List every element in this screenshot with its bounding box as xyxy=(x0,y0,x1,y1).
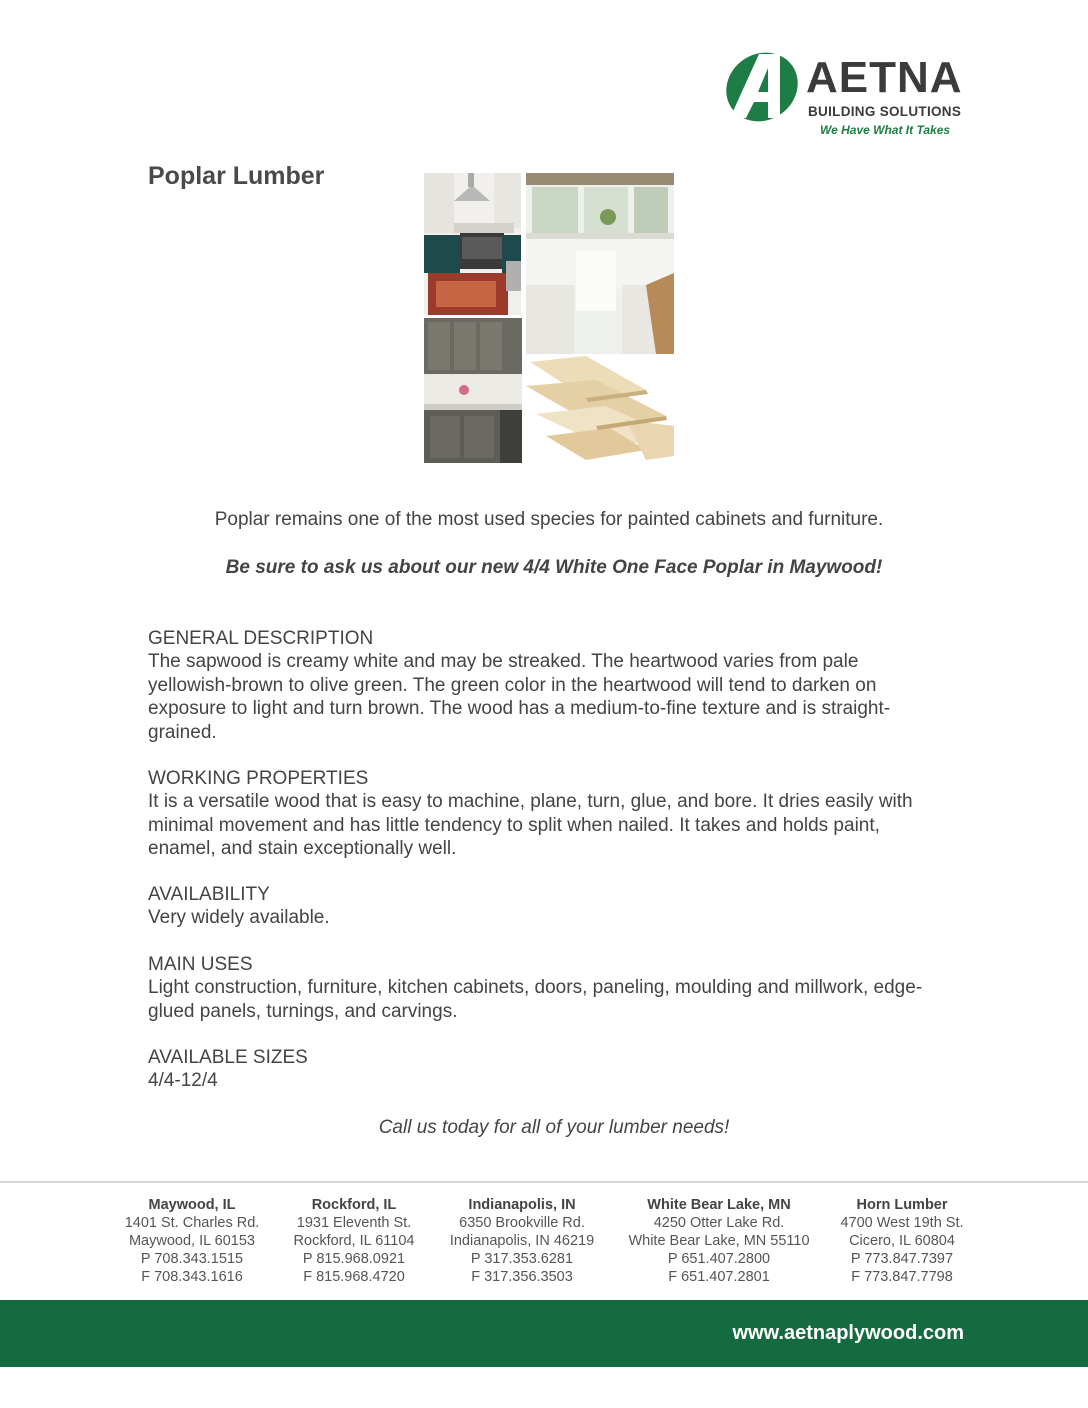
poplar-boards-photo xyxy=(526,356,674,463)
location-horn-lumber xyxy=(840,1196,963,1286)
page-title: Poplar Lumber xyxy=(148,162,325,190)
location-white-bear-lake xyxy=(628,1196,809,1286)
aetna-logo-mark-icon xyxy=(724,52,806,122)
section-heading: AVAILABLE SIZES xyxy=(148,1047,308,1068)
location-citystate: Rockford, IL 61104 xyxy=(293,1233,415,1249)
call-to-action: Call us today for all of your lumber needs! xyxy=(378,1117,730,1138)
section-availability xyxy=(148,883,968,930)
location-fax: F 317.356.3503 xyxy=(471,1269,573,1285)
location-citystate: Cicero, IL 60804 xyxy=(849,1233,955,1249)
section-body: It is a versatile wood that is easy to machine, plane, turn, glue, and bore. It dries easily with minimal movement and has little tendency to split when nailed. It takes and holds paint, enamel, and stain exceptionally well. xyxy=(148,791,913,860)
aetna-logo xyxy=(724,52,974,142)
section-available-sizes xyxy=(148,1046,968,1093)
section-heading: GENERAL DESCRIPTION xyxy=(148,628,374,649)
location-phone: P 815.968.0921 xyxy=(302,1251,406,1267)
location-street: 1931 Eleventh St. xyxy=(296,1215,412,1231)
location-city: White Bear Lake, MN xyxy=(647,1197,791,1213)
location-citystate: Maywood, IL 60153 xyxy=(128,1233,256,1249)
logo-tagline: We Have What It Takes xyxy=(820,123,951,137)
location-fax: F 815.968.4720 xyxy=(303,1269,405,1285)
location-city: Rockford, IL xyxy=(311,1197,397,1213)
section-heading: MAIN USES xyxy=(148,954,253,975)
location-street: 4700 West 19th St. xyxy=(840,1215,964,1231)
kitchen-photo-gray-cabinets xyxy=(424,318,522,463)
location-citystate: White Bear Lake, MN 55110 xyxy=(628,1233,810,1249)
section-body: Very widely available. xyxy=(148,907,330,929)
website-link[interactable]: www.aetnaplywood.com xyxy=(732,1322,964,1344)
section-working-properties xyxy=(148,767,968,861)
location-city: Indianapolis, IN xyxy=(468,1197,576,1213)
location-street: 6350 Brookville Rd. xyxy=(459,1215,585,1231)
footer-divider xyxy=(0,1181,1088,1183)
location-street: 1401 St. Charles Rd. xyxy=(124,1215,260,1231)
location-rockford xyxy=(294,1196,415,1286)
location-fax: F 773.847.7798 xyxy=(851,1269,953,1285)
kitchen-photo-green-cabinets xyxy=(424,173,521,315)
section-heading: WORKING PROPERTIES xyxy=(148,768,369,789)
kitchen-photo-white-sink xyxy=(526,173,674,354)
promo-text: Be sure to ask us about our new 4/4 White One Face Poplar in Maywood! xyxy=(225,557,883,578)
section-body: Light construction, furniture, kitchen cabinets, doors, paneling, moulding and millwork, edge- glued panels, turnings, and carvings. xyxy=(148,977,923,1022)
location-citystate: Indianapolis, IN 46219 xyxy=(449,1233,595,1249)
location-maywood xyxy=(125,1196,260,1286)
section-heading: AVAILABILITY xyxy=(148,884,270,905)
location-phone: P 317.353.6281 xyxy=(470,1251,574,1267)
location-fax: F 708.343.1616 xyxy=(141,1269,243,1285)
location-phone: P 708.343.1515 xyxy=(140,1251,244,1267)
location-phone: P 773.847.7397 xyxy=(850,1251,954,1267)
logo-subtitle: BUILDING SOLUTIONS xyxy=(808,104,962,119)
location-city: Maywood, IL xyxy=(148,1197,236,1213)
section-body: 4/4-12/4 xyxy=(148,1070,218,1092)
intro-text: Poplar remains one of the most used species for painted cabinets and furniture. xyxy=(214,509,884,530)
section-main-uses xyxy=(148,953,968,1023)
location-street: 4250 Otter Lake Rd. xyxy=(653,1215,785,1231)
location-indianapolis xyxy=(450,1196,594,1286)
logo-name: AETNA xyxy=(806,53,963,102)
section-general-description xyxy=(148,627,968,744)
section-body: The sapwood is creamy white and may be streaked. The heartwood varies from pale yellowish-brown to olive green. The green color in the heartwood will tend to darken on exposure to light and turn brown. The wood has a medium-to-fine texture and is straight- grained. xyxy=(148,651,891,743)
location-fax: F 651.407.2801 xyxy=(668,1269,770,1285)
location-city: Horn Lumber xyxy=(856,1197,948,1213)
location-phone: P 651.407.2800 xyxy=(667,1251,771,1267)
